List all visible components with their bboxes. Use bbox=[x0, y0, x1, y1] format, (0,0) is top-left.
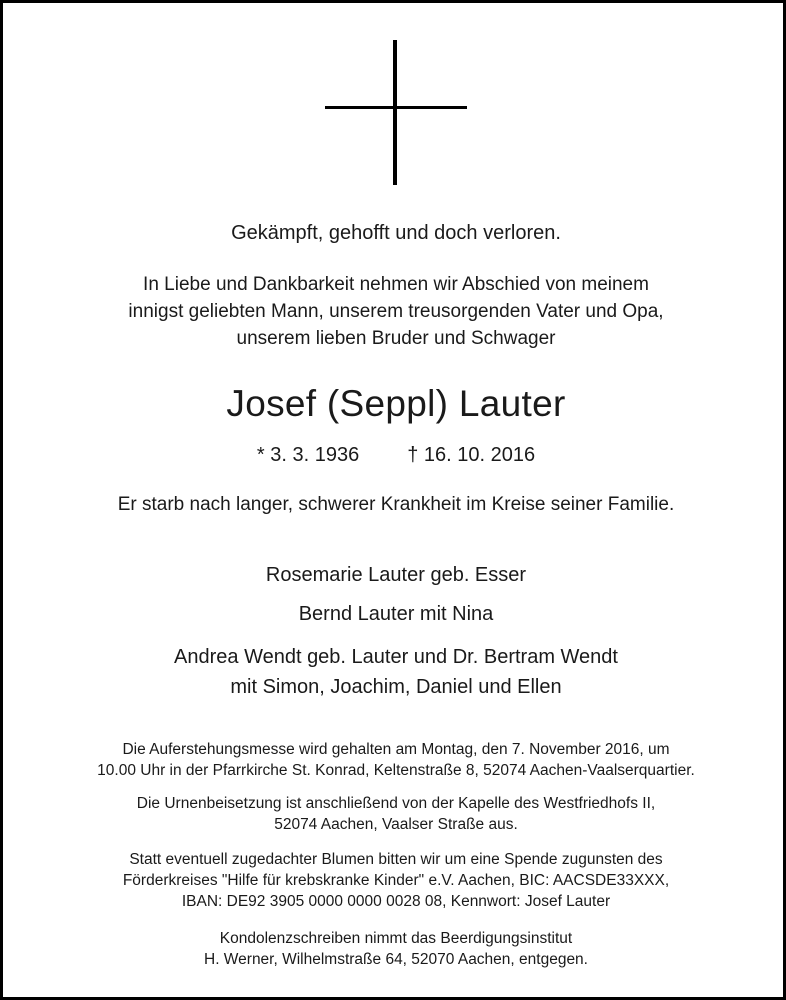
motto: Gekämpft, gehofft und doch verloren. bbox=[231, 222, 561, 244]
cross-icon bbox=[325, 40, 467, 185]
intro-line: unserem lieben Bruder und Schwager bbox=[236, 328, 556, 349]
intro-line: innigst geliebten Mann, unserem treusorgenden Vater und Opa, bbox=[128, 301, 664, 322]
intro-line: In Liebe und Dankbarkeit nehmen wir Abschied von meinem bbox=[143, 274, 649, 295]
burial-line: Die Urnenbeisetzung ist anschließend von der Kapelle des Westfriedhofs II, bbox=[136, 795, 656, 812]
mourner: Bernd Lauter mit Nina bbox=[298, 603, 494, 625]
donation-line: Förderkreises "Hilfe für krebskranke Kinder" e.V. Aachen, BIC: AACSDE33XXX, bbox=[122, 872, 670, 889]
donation-line: Statt eventuell zugedachter Blumen bitten wir um eine Spende zugunsten des bbox=[129, 851, 663, 868]
donation-info bbox=[3, 849, 786, 912]
donation-line: IBAN: DE92 3905 0000 0000 0028 08, Kennwort: Josef Lauter bbox=[181, 893, 611, 910]
mourner: Rosemarie Lauter geb. Esser bbox=[265, 564, 527, 586]
service-line: 10.00 Uhr in der Pfarrkirche St. Konrad, Keltenstraße 8, 52074 Aachen-Vaalserquartier. bbox=[97, 762, 695, 779]
condolence-info bbox=[3, 928, 786, 970]
condolence-line: H. Werner, Wilhelmstraße 64, 52070 Aachen, entgegen. bbox=[204, 951, 588, 968]
life-dates bbox=[3, 444, 786, 467]
service-info bbox=[3, 739, 786, 781]
service-line: Die Auferstehungsmesse wird gehalten am Montag, den 7. November 2016, um bbox=[122, 741, 670, 758]
deceased-name: Josef (Seppl) Lauter bbox=[226, 383, 566, 424]
cause-of-death: Er starb nach langer, schwerer Krankheit im Kreise seiner Familie. bbox=[117, 494, 675, 515]
mourner: mit Simon, Joachim, Daniel und Ellen bbox=[230, 676, 562, 698]
condolence-line: Kondolenzschreiben nimmt das Beerdigungsinstitut bbox=[219, 930, 573, 947]
burial-line: 52074 Aachen, Vaalser Straße aus. bbox=[274, 816, 518, 833]
intro-text bbox=[3, 271, 786, 352]
burial-info bbox=[3, 793, 786, 835]
death-date: † 16. 10. 2016 bbox=[407, 444, 536, 466]
mourner-group bbox=[3, 642, 786, 702]
birth-date: * 3. 3. 1936 bbox=[256, 444, 360, 466]
mourner: Andrea Wendt geb. Lauter und Dr. Bertram Wendt bbox=[174, 646, 618, 668]
